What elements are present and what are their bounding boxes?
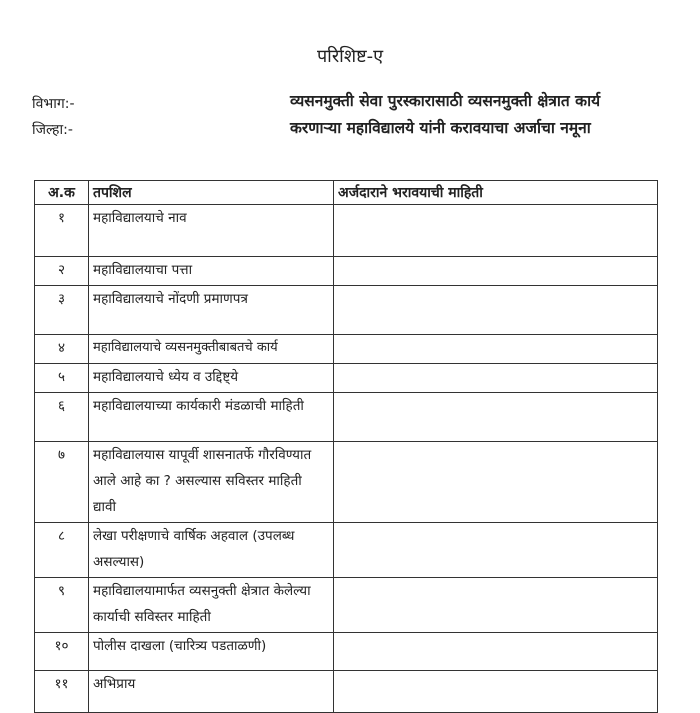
row-detail: अभिप्राय <box>89 671 334 713</box>
row-number: ८ <box>35 523 89 578</box>
row-value-cell[interactable] <box>334 671 658 713</box>
row-detail: महाविद्यालयाच्या कार्यकारी मंडळाची माहिती <box>89 393 334 442</box>
table-row <box>35 633 658 671</box>
row-detail: महाविद्यालयाचा पत्ता <box>89 257 334 286</box>
row-detail: लेखा परीक्षणाचे वार्षिक अहवाल (उपलब्ध असल्यास) <box>89 523 334 578</box>
table-row <box>35 442 658 523</box>
row-value-cell[interactable] <box>334 633 658 671</box>
row-number: १ <box>35 205 89 257</box>
row-number: ४ <box>35 335 89 364</box>
row-value-cell[interactable] <box>334 257 658 286</box>
header-applicant-info: अर्जदाराने भरावयाची माहिती <box>334 181 658 205</box>
table-row <box>35 286 658 335</box>
row-value-cell[interactable] <box>334 286 658 335</box>
row-detail: महाविद्यालयामार्फत व्यसनुक्ती क्षेत्रात केलेल्या कार्याची सविस्तर माहिती <box>89 578 334 633</box>
form-heading-line-2: करणाऱ्या महाविद्यालये यांनी करावयाचा अर्जाचा नमूना <box>290 119 591 137</box>
header-details: तपशिल <box>89 181 334 205</box>
table-row <box>35 257 658 286</box>
row-number: ७ <box>35 442 89 523</box>
header-serial-no: अ.क <box>35 181 89 205</box>
vibhag-label: विभाग:- <box>32 96 75 112</box>
row-detail: महाविद्यालयाचे नाव <box>89 205 334 257</box>
row-detail: महाविद्यालयास यापूर्वी शासनातर्फे गौरविण्यात आले आहे का ? असल्यास सविस्तर माहिती द्यावी <box>89 442 334 523</box>
row-detail: महाविद्यालयाचे व्यसनमुक्तीबाबतचे कार्य <box>89 335 334 364</box>
jilha-label: जिल्हा:- <box>32 122 73 138</box>
row-value-cell[interactable] <box>334 523 658 578</box>
table-header-row <box>35 181 658 205</box>
row-number: ३ <box>35 286 89 335</box>
row-number: ५ <box>35 364 89 393</box>
row-detail: महाविद्यालयाचे ध्येय व उद्दिष्ट्ये <box>89 364 334 393</box>
row-number: ९ <box>35 578 89 633</box>
page-title: परिशिष्ट-ए <box>316 46 384 67</box>
row-value-cell[interactable] <box>334 364 658 393</box>
table-row <box>35 523 658 578</box>
table-row <box>35 578 658 633</box>
row-value-cell[interactable] <box>334 442 658 523</box>
table-row <box>35 205 658 257</box>
form-heading-line-1: व्यसनमुक्ती सेवा पुरस्कारासाठी व्यसनमुक्ती क्षेत्रात कार्य <box>290 92 601 110</box>
table-row <box>35 393 658 442</box>
row-value-cell[interactable] <box>334 393 658 442</box>
table-row <box>35 335 658 364</box>
table-row <box>35 671 658 713</box>
row-number: ११ <box>35 671 89 713</box>
row-number: २ <box>35 257 89 286</box>
row-detail: पोलीस दाखला (चारित्र्य पडताळणी) <box>89 633 334 671</box>
row-detail: महाविद्यालयाचे नोंदणी प्रमाणपत्र <box>89 286 334 335</box>
row-number: ६ <box>35 393 89 442</box>
row-value-cell[interactable] <box>334 335 658 364</box>
row-value-cell[interactable] <box>334 578 658 633</box>
table-row <box>35 364 658 393</box>
row-value-cell[interactable] <box>334 205 658 257</box>
row-number: १० <box>35 633 89 671</box>
application-form-table <box>34 180 658 713</box>
